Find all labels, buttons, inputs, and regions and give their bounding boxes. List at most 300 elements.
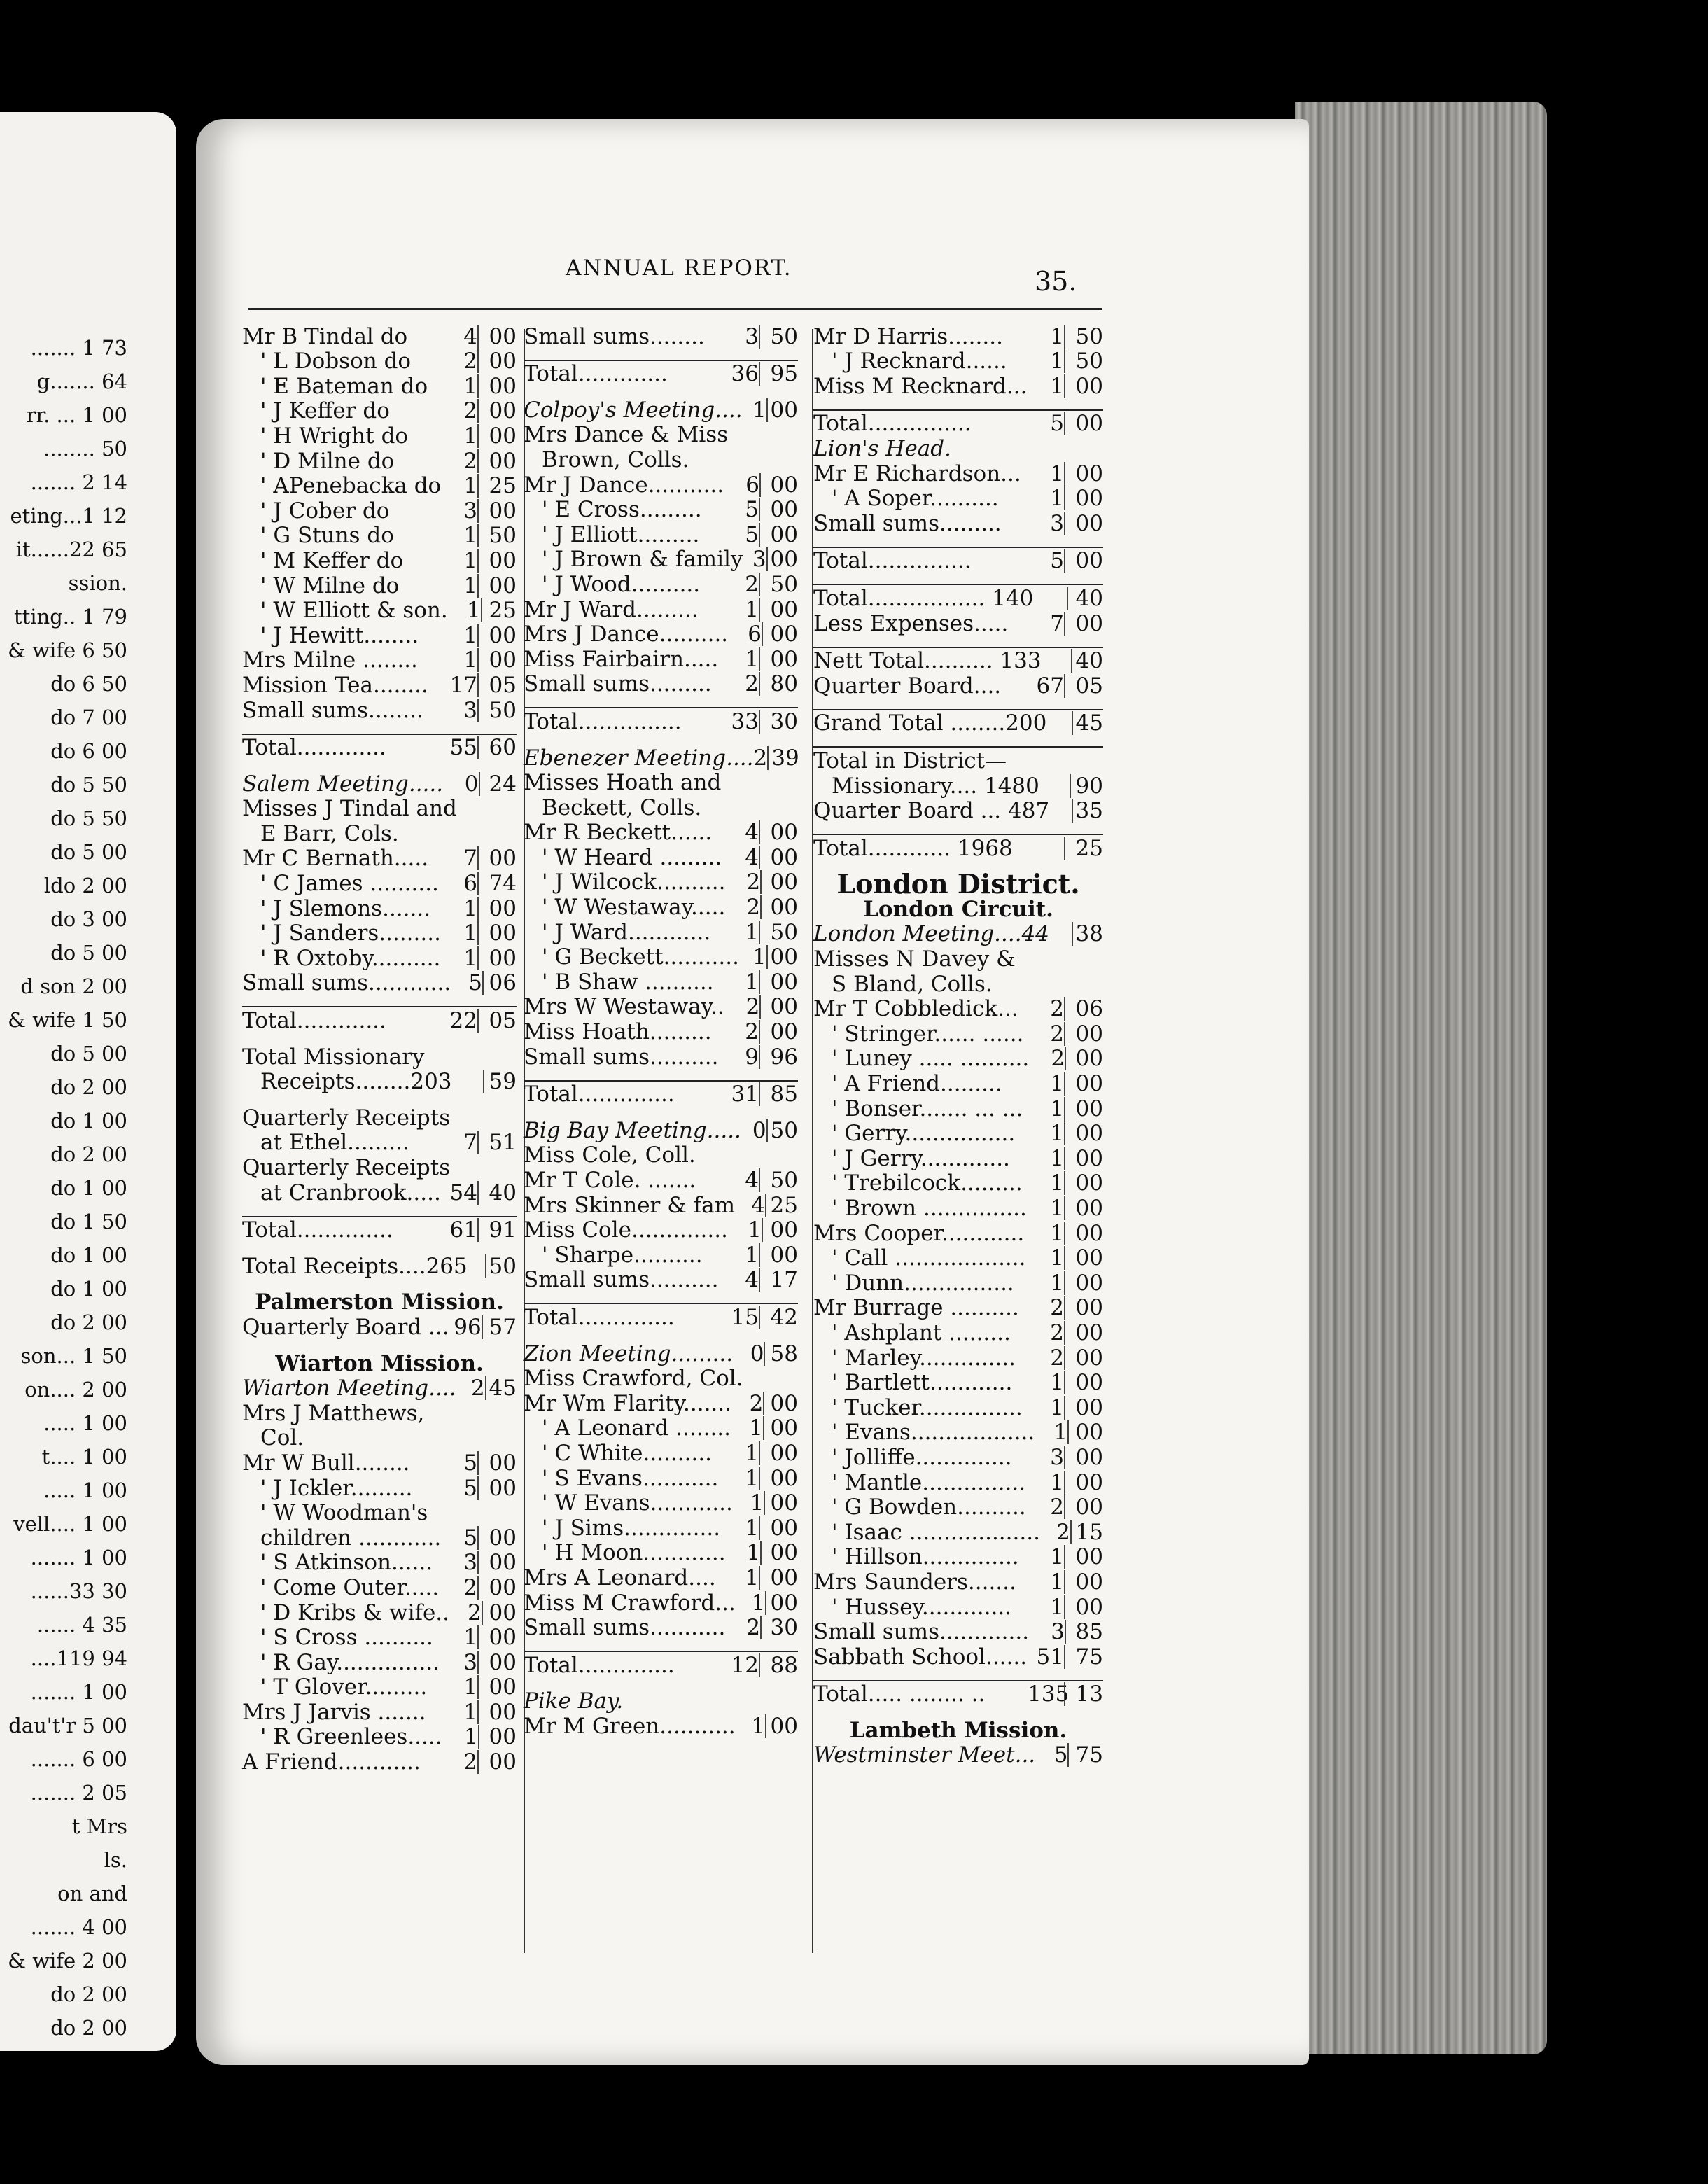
left-page-line: do 2 00 — [50, 1075, 127, 1099]
entry-label: Pike Bay. — [524, 1688, 624, 1714]
ledger-row — [242, 1699, 517, 1724]
amount-dollars: 1 — [463, 920, 477, 946]
amount-dollars: 61 — [449, 1217, 477, 1243]
amount-cents: 06 — [1064, 997, 1103, 1021]
amount-dollars: 2 — [463, 1749, 477, 1775]
amount-cents: 00 — [1064, 1296, 1103, 1320]
left-page-line: do 2 00 — [50, 1310, 127, 1334]
ledger-row — [813, 373, 1103, 398]
row-spacer — [242, 1242, 517, 1253]
amount-cents: 57 — [482, 1315, 517, 1339]
amount-dollars: 6 — [748, 622, 762, 648]
amount-dollars: 0 — [464, 771, 479, 797]
amount-cents: 00 — [762, 1218, 798, 1242]
row-spacer — [242, 1093, 517, 1105]
entry-label: Mrs Skinner & fam — [524, 1192, 736, 1218]
amount-dollars: 1 — [463, 895, 477, 921]
ledger-row — [242, 1044, 517, 1069]
amount-dollars: 4 — [463, 323, 477, 349]
entry-label: ' S Cross .......... — [260, 1625, 433, 1651]
entry-label: Col. — [260, 1425, 304, 1451]
left-page-line: dau't'r 5 00 — [8, 1714, 127, 1737]
left-page-line: ....... 4 00 — [30, 1915, 127, 1939]
entry-label: ' Brown ............... — [832, 1196, 1027, 1221]
ledger-row — [242, 1130, 517, 1155]
amount-cents: 00 — [477, 1700, 517, 1724]
ledger-row — [524, 1340, 798, 1366]
entry-label: Small sums............. — [813, 1619, 1030, 1645]
entry-label: Small sums......... — [524, 671, 712, 697]
ledger-row — [242, 473, 517, 498]
row-spacer — [242, 995, 517, 1006]
entry-label: children ............ — [260, 1525, 442, 1550]
left-page-line: ....... 2 05 — [30, 1781, 127, 1805]
amount-dollars: 2 — [749, 1390, 764, 1416]
amount-dollars: 1 — [750, 1490, 764, 1516]
amount-dollars: 54 — [449, 1180, 477, 1205]
left-page-line: ldo 2 00 — [43, 874, 127, 897]
amount-dollars: 2 — [745, 571, 759, 597]
entry-label: Mr D Harris........ — [813, 323, 1003, 349]
entry-label: A Friend............ — [242, 1749, 421, 1775]
amount-dollars: 5 — [468, 970, 482, 996]
amount-cents: 50 — [477, 524, 517, 547]
ledger-row — [813, 547, 1103, 573]
left-page-line: ..... 1 00 — [43, 1478, 127, 1502]
amount-cents: 00 — [1064, 486, 1103, 510]
amount-cents: 06 — [482, 971, 517, 995]
amount-cents: 00 — [766, 398, 798, 422]
entry-label: ' Gerry................ — [832, 1121, 1016, 1147]
amount-cents: 39 — [767, 746, 799, 770]
ledger-row — [524, 1366, 798, 1391]
amount-cents: 00 — [477, 1675, 517, 1699]
amount-dollars: 1 — [752, 397, 766, 423]
ledger-row — [524, 770, 798, 795]
ledger-row — [242, 1216, 517, 1242]
ledger-row — [524, 1117, 798, 1142]
amount-dollars: 5 — [1050, 411, 1064, 437]
amount-dollars: 1 — [463, 945, 477, 971]
left-page-line: do 1 00 — [50, 1243, 127, 1267]
entry-label: London Meeting....44 — [813, 921, 1050, 947]
amount-cents: 50 — [485, 1254, 517, 1278]
section-heading: London District. — [836, 868, 1080, 900]
amount-dollars: 1 — [463, 547, 477, 573]
amount-cents: 50 — [477, 699, 517, 722]
amount-dollars: 1 — [463, 423, 477, 449]
entry-label: Mr J Ward......... — [524, 596, 699, 622]
left-page-line: t Mrs — [71, 1814, 127, 1838]
ledger-row — [242, 1600, 517, 1625]
left-page-line: eting...1 12 — [10, 504, 127, 528]
amount-cents: 25 — [765, 1194, 798, 1217]
entry-label: Total.............. — [242, 1217, 393, 1243]
amount-cents: 00 — [1064, 549, 1103, 573]
ledger-row — [242, 672, 517, 697]
left-page-line: do 2 00 — [50, 1982, 127, 2006]
ledger-row — [813, 1245, 1103, 1270]
amount-dollars: 2 — [468, 1600, 482, 1625]
entry-label: Miss M Recknard... — [813, 373, 1028, 399]
amount-dollars: 12 — [731, 1652, 759, 1678]
entry-label: Small sums............ — [242, 970, 451, 996]
ledger-row — [242, 846, 517, 871]
amount-dollars: 2 — [746, 1615, 761, 1641]
amount-cents: 00 — [759, 1516, 798, 1540]
ledger-row — [242, 895, 517, 920]
ledger-row — [813, 1420, 1103, 1445]
entry-label: ' Isaac ................... — [832, 1519, 1040, 1545]
amount-dollars: 2 — [1050, 1494, 1064, 1520]
ledger-row — [524, 1390, 798, 1415]
ledger-row — [813, 323, 1103, 349]
entry-label: Mr J Dance........... — [524, 472, 724, 498]
amount-cents: 24 — [479, 772, 517, 796]
left-page-line: vell.... 1 00 — [13, 1512, 127, 1536]
ledger-row — [813, 1519, 1103, 1544]
ledger-row — [524, 1564, 798, 1590]
ledger-row — [813, 996, 1103, 1021]
ledger-row — [813, 1544, 1103, 1569]
entry-label: ' E Cross......... — [542, 497, 702, 523]
ledger-row — [524, 1192, 798, 1217]
ledger-row — [524, 1044, 798, 1069]
entry-label: ' Ashplant ......... — [832, 1320, 1011, 1345]
amount-cents: 51 — [477, 1130, 517, 1154]
left-page-line: & wife 2 00 — [8, 1949, 127, 1973]
amount-cents: 00 — [1064, 1022, 1103, 1046]
amount-dollars: 7 — [463, 1130, 477, 1156]
entry-label: Small sums.......... — [524, 1267, 719, 1293]
amount-dollars: 36 — [731, 361, 759, 387]
ledger-row — [813, 971, 1103, 996]
entry-label: ' Mantle............... — [832, 1469, 1026, 1495]
entry-label: Big Bay Meeting..... — [524, 1117, 741, 1143]
entry-label: Miss Fairbairn..... — [524, 646, 719, 672]
ledger-row — [242, 920, 517, 946]
ledger-row — [813, 798, 1103, 823]
amount-dollars: 2 — [463, 448, 477, 474]
left-page-line: ....... 2 14 — [30, 470, 127, 494]
amount-cents: 00 — [477, 1451, 517, 1475]
left-page-line: it......22 65 — [15, 538, 127, 561]
amount-dollars: 67 — [1036, 673, 1064, 699]
entry-label: Small sums........ — [242, 697, 424, 723]
entry-label: ' J Sims.............. — [542, 1515, 721, 1541]
left-page-line: son... 1 50 — [20, 1344, 127, 1368]
amount-cents: 96 — [759, 1045, 798, 1069]
amount-cents: 00 — [759, 598, 798, 622]
amount-dollars: 3 — [1051, 1619, 1065, 1645]
entry-label: ' J Ickler......... — [260, 1475, 413, 1501]
amount-cents: 88 — [759, 1653, 798, 1677]
entry-label: ' J Wood.......... — [542, 571, 701, 597]
entry-label: ' J Elliott......... — [542, 522, 700, 547]
entry-label: Beckett, Colls. — [542, 794, 702, 820]
entry-label: ' G Bowden.......... — [832, 1494, 1026, 1520]
ledger-row — [524, 1142, 798, 1168]
amount-cents: 80 — [759, 672, 798, 696]
amount-dollars: 3 — [752, 547, 766, 573]
column-1 — [242, 323, 517, 1774]
row-spacer — [524, 696, 798, 707]
ledger-row — [813, 435, 1103, 461]
amount-cents: 00 — [478, 1725, 517, 1749]
entry-label: Quarter Board ... 487 — [813, 798, 1050, 824]
amount-dollars: 2 — [746, 869, 761, 895]
amount-cents: 00 — [765, 1591, 798, 1615]
amount-dollars: 1 — [748, 1217, 762, 1243]
amount-cents: 35 — [1072, 799, 1103, 822]
ledger-row — [242, 1574, 517, 1600]
amount-dollars: 1 — [463, 1674, 477, 1700]
amount-cents: 00 — [762, 622, 798, 646]
ledger-row — [524, 323, 798, 349]
amount-cents: 25 — [477, 474, 517, 498]
amount-cents: 50 — [759, 1168, 798, 1192]
entry-label: Total............... — [524, 708, 682, 734]
running-header: ANNUAL REPORT. — [566, 255, 792, 281]
ledger-row — [242, 1069, 517, 1094]
ledger-row — [813, 1295, 1103, 1320]
amount-dollars: 22 — [449, 1008, 477, 1034]
ledger-row — [242, 423, 517, 448]
entry-label: Total Receipts....265 — [242, 1253, 468, 1279]
ledger-row — [242, 373, 517, 398]
ledger-row — [242, 1105, 517, 1130]
amount-cents: 38 — [1072, 922, 1103, 946]
ledger-row — [524, 707, 798, 734]
amount-dollars: 1 — [1050, 1544, 1064, 1570]
amount-cents: 00 — [477, 1550, 517, 1574]
amount-dollars: 1 — [1050, 1594, 1064, 1620]
ledger-row — [813, 461, 1103, 486]
entry-label: ' W Heard ......... — [542, 844, 722, 870]
ledger-row — [524, 671, 798, 696]
ledger-row — [813, 610, 1103, 636]
entry-label: ' J Slemons....... — [260, 895, 431, 921]
entry-label: ' Come Outer..... — [260, 1574, 440, 1600]
left-page-line: on and — [57, 1882, 127, 1905]
amount-cents: 50 — [1064, 349, 1103, 373]
entry-label: Small sums........ — [524, 323, 705, 349]
left-page-line: do 1 00 — [50, 1277, 127, 1301]
amount-cents: 00 — [1064, 1446, 1103, 1469]
entry-label: at Ethel......... — [260, 1130, 410, 1156]
amount-cents: 00 — [1064, 1222, 1103, 1245]
ledger-row — [813, 1046, 1103, 1071]
ledger-row — [524, 1167, 798, 1192]
row-spacer — [813, 636, 1103, 647]
ledger-row — [813, 510, 1103, 536]
left-page-line: do 5 00 — [50, 941, 127, 965]
amount-dollars: 4 — [745, 1267, 759, 1293]
ledger-row — [242, 1376, 517, 1401]
ledger-row — [813, 647, 1103, 673]
ledger-row — [813, 1594, 1103, 1619]
ledger-row — [524, 360, 798, 386]
entry-label: ' D Kribs & wife.. — [260, 1600, 450, 1625]
left-page-line: tting.. 1 79 — [13, 605, 127, 629]
entry-label: ' J Gerry............. — [832, 1145, 1010, 1171]
entry-label: ' W Elliott & son. — [260, 598, 448, 624]
amount-dollars: 1 — [745, 919, 759, 945]
amount-dollars: 4 — [745, 844, 759, 870]
entry-label: Mr Wm Flarity....... — [524, 1390, 732, 1416]
ledger-row — [813, 1345, 1103, 1370]
column-3 — [813, 323, 1103, 1767]
left-page-line: ........ 50 — [43, 437, 127, 461]
section-heading: Lambeth Mission. — [849, 1717, 1068, 1743]
amount-dollars: 1 — [1050, 486, 1064, 512]
amount-cents: 00 — [1064, 1471, 1103, 1494]
amount-dollars: 2 — [1050, 1295, 1064, 1321]
ledger-row — [813, 1320, 1103, 1345]
amount-cents: 50 — [766, 1119, 798, 1142]
entry-label: Ebenezer Meeting.... — [524, 745, 754, 771]
ledger-row — [813, 746, 1103, 773]
ledger-row — [242, 1006, 517, 1032]
ledger-row — [242, 697, 517, 722]
left-page-line: g....... 64 — [36, 370, 127, 393]
ledger-row — [242, 734, 517, 760]
ledger-row — [813, 1619, 1103, 1644]
ledger-row — [813, 584, 1103, 610]
amount-dollars: 1 — [745, 1515, 759, 1541]
entry-label: Zion Meeting......... — [524, 1340, 734, 1366]
row-spacer — [524, 1677, 798, 1688]
left-page-line: ....... 1 00 — [30, 1546, 127, 1569]
header-rule — [248, 308, 1102, 310]
entry-label: Mrs Dance & Miss — [524, 422, 729, 448]
amount-dollars: 2 — [1050, 996, 1064, 1022]
ledger-row — [524, 745, 798, 770]
amount-cents: 13 — [1064, 1682, 1103, 1706]
entry-label: ' Stringer...... ...... — [832, 1021, 1024, 1046]
ledger-row — [242, 870, 517, 895]
amount-dollars: 2 — [746, 895, 761, 920]
entry-label: Mr B Tindal do — [242, 323, 408, 349]
entry-label: Mrs W Westaway.. — [524, 994, 724, 1020]
entry-label: Miss M Crawford... — [524, 1590, 736, 1616]
entry-label: Mrs A Leonard.... — [524, 1564, 716, 1590]
ledger-row — [242, 349, 517, 374]
ledger-row — [524, 646, 798, 671]
amount-dollars: 1 — [1050, 1245, 1064, 1271]
amount-cents: 00 — [759, 648, 798, 671]
column-2 — [524, 323, 798, 1738]
ledger-row — [524, 1267, 798, 1292]
amount-dollars: 3 — [463, 498, 477, 524]
amount-dollars: 6 — [746, 472, 760, 498]
entry-label: ' H Wright do — [260, 423, 409, 449]
row-spacer — [524, 734, 798, 745]
entry-label: ' Trebilcock......... — [832, 1170, 1023, 1196]
ledger-row — [813, 673, 1103, 698]
amount-cents: 17 — [759, 1268, 798, 1292]
left-page-line: do 6 00 — [50, 739, 127, 763]
row-spacer — [813, 822, 1103, 834]
entry-label: ' W Evans............ — [542, 1490, 733, 1516]
ledger-row — [242, 1724, 517, 1749]
entry-label: ' Tucker............... — [832, 1394, 1023, 1420]
entry-label: Quarterly Receipts — [242, 1155, 451, 1180]
entry-label: Quarterly Receipts — [242, 1105, 451, 1130]
amount-cents: 00 — [766, 945, 798, 969]
left-page-line: do 2 00 — [50, 1142, 127, 1166]
entry-label: Total............. — [524, 361, 668, 387]
amount-cents: 59 — [483, 1070, 517, 1093]
amount-dollars: 2 — [1050, 1021, 1064, 1046]
amount-dollars: 1 — [1050, 1469, 1064, 1495]
amount-dollars: 1 — [463, 648, 477, 673]
left-page-line: ....119 94 — [30, 1646, 127, 1670]
amount-dollars: 1 — [1050, 1196, 1064, 1221]
ledger-row — [242, 1475, 517, 1500]
entry-label: Total..... ........ .. — [813, 1681, 986, 1707]
ledger-row — [242, 622, 517, 648]
left-page-line: do 5 00 — [50, 1042, 127, 1065]
ledger-row — [813, 1070, 1103, 1096]
amount-cents: 00 — [477, 1651, 517, 1674]
ledger-row — [524, 497, 798, 522]
ledger-row — [524, 472, 798, 497]
left-page-line: ......33 30 — [30, 1579, 127, 1603]
entry-label: Miss Hoath......... — [524, 1019, 712, 1045]
ledger-row — [524, 1440, 798, 1465]
amount-cents: 05 — [477, 1009, 517, 1032]
ledger-row — [524, 1415, 798, 1441]
amount-dollars: 1 — [751, 1590, 766, 1616]
row-spacer — [524, 386, 798, 397]
entry-label: ' E Bateman do — [260, 373, 428, 399]
entry-label: Miss Crawford, Col. — [524, 1366, 743, 1392]
entry-label: ' APenebacka do — [260, 473, 442, 499]
amount-dollars: 5 — [463, 1475, 477, 1501]
amount-cents: 00 — [1064, 1570, 1103, 1594]
entry-label: Misses N Davey & — [813, 946, 1016, 972]
entry-label: ' B Shaw .......... — [542, 969, 714, 995]
entry-label: Total............. — [242, 735, 386, 761]
amount-cents: 00 — [477, 1750, 517, 1774]
entry-label: ' W Woodman's — [260, 1500, 428, 1526]
amount-dollars: 1 — [463, 373, 477, 399]
entry-label: Mrs J Jarvis ....... — [242, 1699, 426, 1725]
amount-dollars: 96 — [454, 1314, 482, 1340]
amount-cents: 00 — [1065, 1046, 1103, 1070]
ledger-row — [524, 1688, 798, 1714]
entry-label: ' Bonser....... ... ... — [832, 1096, 1023, 1121]
amount-dollars: 3 — [463, 1550, 477, 1576]
ledger-row — [813, 1644, 1103, 1669]
ledger-row — [813, 834, 1103, 860]
left-page-line: ....... 1 73 — [30, 336, 127, 360]
amount-dollars: 7 — [463, 846, 477, 872]
amount-cents: 50 — [759, 573, 798, 596]
amount-dollars: 5 — [463, 1450, 477, 1476]
amount-cents: 00 — [1064, 1147, 1103, 1170]
entry-label: ' T Glover......... — [260, 1674, 428, 1700]
amount-dollars: 1 — [745, 646, 759, 672]
amount-cents: 00 — [1064, 412, 1103, 435]
amount-cents: 30 — [760, 1616, 798, 1639]
amount-cents: 00 — [477, 424, 517, 448]
left-page-line: do 5 00 — [50, 840, 127, 864]
ledger-row — [524, 622, 798, 647]
entry-label: ' G Beckett........... — [542, 944, 739, 970]
ledger-row — [813, 1270, 1103, 1295]
